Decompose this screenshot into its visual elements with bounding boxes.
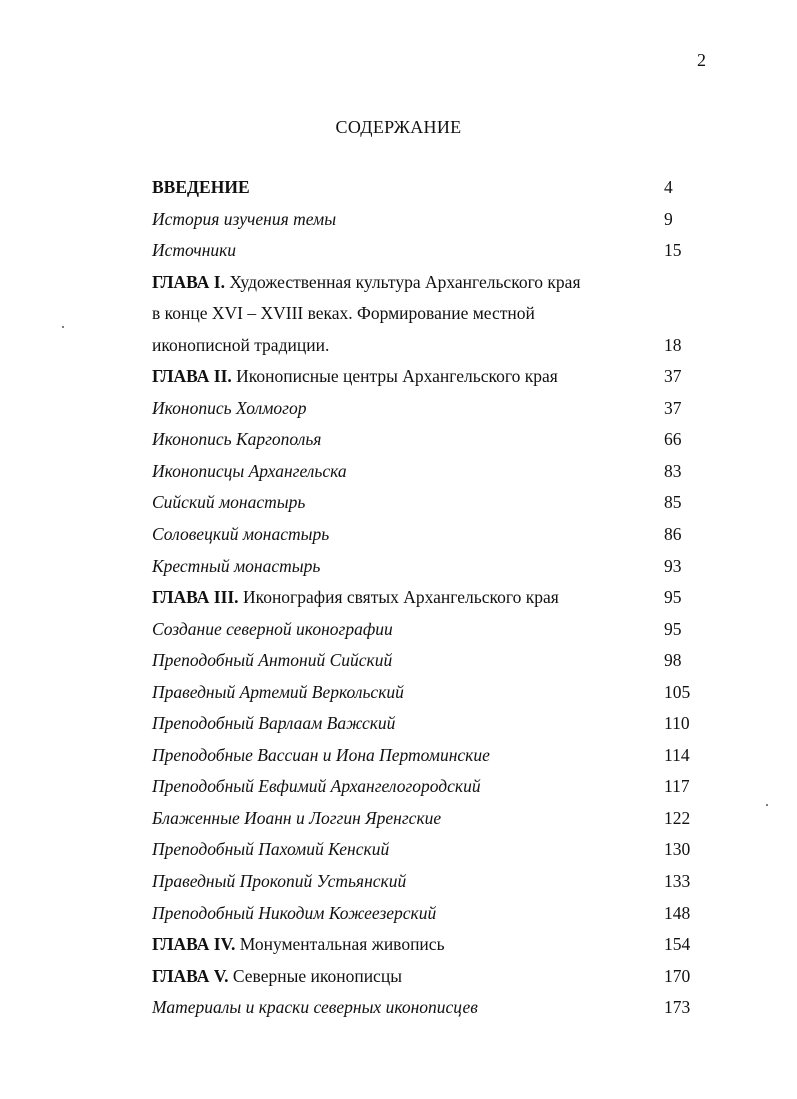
toc-entry-text: Сийский монастырь <box>152 492 306 513</box>
toc-entry-text: Преподобный Пахомий Кенский <box>152 839 390 860</box>
toc-entry-page: 9 <box>664 208 673 229</box>
toc-entry-page: 154 <box>664 934 691 955</box>
toc-entry-page: 95 <box>664 587 682 608</box>
toc-entry-page: 95 <box>664 618 682 639</box>
toc-entry-page: 133 <box>664 871 691 892</box>
toc-entry[interactable] <box>152 519 712 551</box>
page-title: СОДЕРЖАНИЕ <box>335 117 462 137</box>
toc-entry-page: 130 <box>664 839 691 860</box>
toc-entry-page <box>664 267 712 299</box>
toc-entry-page: 15 <box>664 240 682 261</box>
toc-entry-text: иконописной традиции. <box>152 334 330 355</box>
toc-entry-text: ВВЕДЕНИЕ <box>152 177 250 197</box>
toc-entry[interactable] <box>152 992 712 1024</box>
toc-entry[interactable] <box>152 393 712 425</box>
toc-entry[interactable] <box>152 614 712 646</box>
scan-speck <box>766 804 768 806</box>
toc-entry-text: Иконописные центры Архангельского края <box>231 366 558 387</box>
toc-entry-page: 18 <box>664 334 682 355</box>
chapter-label: ГЛАВА I. <box>152 271 225 292</box>
toc-entry-page: 117 <box>664 776 690 797</box>
toc-entry[interactable] <box>152 456 712 488</box>
toc-entry[interactable] <box>152 551 712 583</box>
toc-entry-text: История изучения темы <box>152 208 337 229</box>
toc-chapter-2[interactable] <box>152 361 712 393</box>
toc-entry-text: Преподобный Варлаам Важский <box>152 713 396 734</box>
toc-entry-page: 98 <box>664 650 682 671</box>
toc-entry[interactable] <box>152 645 712 677</box>
toc-entry-text: Преподобный Евфимий Архангелогородский <box>152 776 481 797</box>
toc-chapter-3[interactable] <box>152 582 712 614</box>
toc-chapter-5[interactable] <box>152 961 712 993</box>
toc-chapter-1[interactable] <box>152 267 712 299</box>
toc-entry[interactable] <box>152 898 712 930</box>
toc-entry-text: Иконопись Каргополья <box>152 429 322 450</box>
page-number: 2 <box>697 50 706 70</box>
chapter-label: ГЛАВА III. <box>152 587 239 608</box>
toc-entry-page: 86 <box>664 524 682 545</box>
toc-entry[interactable] <box>152 866 712 898</box>
toc-entry-page: 4 <box>664 177 673 197</box>
toc-entry-page: 170 <box>664 965 691 986</box>
toc-entry-page: 148 <box>664 902 691 923</box>
toc-entry[interactable] <box>152 834 712 866</box>
toc-entry[interactable] <box>152 487 712 519</box>
toc-entry-text: Преподобные Вассиан и Иона Пертоминские <box>152 744 490 765</box>
toc-entry[interactable] <box>152 204 712 236</box>
toc-entry-introduction[interactable] <box>152 172 712 204</box>
chapter-label: ГЛАВА IV. <box>152 934 236 955</box>
toc-entry-page: 173 <box>664 997 691 1018</box>
toc-entry-page: 114 <box>664 744 690 765</box>
toc-entry-text: в конце XVI – XVIII веках. Формирование местной <box>152 303 535 324</box>
scan-speck <box>62 326 64 328</box>
chapter-label: ГЛАВА II. <box>152 366 232 387</box>
toc-entry[interactable] <box>152 803 712 835</box>
toc-entry-page: 83 <box>664 460 682 481</box>
chapter-label: ГЛАВА V. <box>152 965 229 986</box>
toc-entry-text: Преподобный Никодим Кожеезерский <box>152 902 437 923</box>
toc-entry-page: 37 <box>664 366 682 387</box>
toc-entry-text: Праведный Артемий Веркольский <box>152 681 404 702</box>
toc-entry-text: Крестный монастырь <box>152 555 321 576</box>
table-of-contents <box>152 172 712 1024</box>
toc-entry-text: Создание северной иконографии <box>152 618 393 639</box>
toc-entry[interactable] <box>152 677 712 709</box>
toc-entry[interactable] <box>152 424 712 456</box>
toc-entry-text: Преподобный Антоний Сийский <box>152 650 393 671</box>
toc-entry[interactable] <box>152 740 712 772</box>
toc-entry-page: 110 <box>664 713 690 734</box>
toc-entry-text: Соловецкий монастырь <box>152 524 330 545</box>
toc-chapter-1-line-2[interactable] <box>152 298 712 330</box>
toc-entry-page: 105 <box>664 681 691 702</box>
toc-entry-text: Источники <box>152 240 237 261</box>
toc-entry-text: Иконопись Холмогор <box>152 397 307 418</box>
toc-chapter-4[interactable] <box>152 929 712 961</box>
toc-entry-page: 85 <box>664 492 682 513</box>
toc-entry-text: Северные иконописцы <box>228 965 402 986</box>
toc-entry-page <box>664 298 712 330</box>
toc-chapter-1-line-3[interactable] <box>152 330 712 362</box>
toc-entry-text: Иконописцы Архангельска <box>152 460 347 481</box>
toc-entry-page: 37 <box>664 397 682 418</box>
toc-entry-text: Художественная культура Архангельского края <box>224 271 581 292</box>
toc-entry-text: Монументальная живопись <box>235 934 445 955</box>
toc-entry-text: Блаженные Иоанн и Логгин Яренгские <box>152 807 442 828</box>
toc-entry-page: 122 <box>664 807 691 828</box>
toc-entry-text: Праведный Прокопий Устьянский <box>152 871 407 892</box>
toc-entry-page: 66 <box>664 429 682 450</box>
toc-entry-page: 93 <box>664 555 682 576</box>
toc-entry[interactable] <box>152 771 712 803</box>
toc-entry-text: Иконография святых Архангельского края <box>238 587 559 608</box>
toc-entry-text: Материалы и краски северных иконописцев <box>152 997 478 1018</box>
toc-entry[interactable] <box>152 708 712 740</box>
toc-entry[interactable] <box>152 235 712 267</box>
